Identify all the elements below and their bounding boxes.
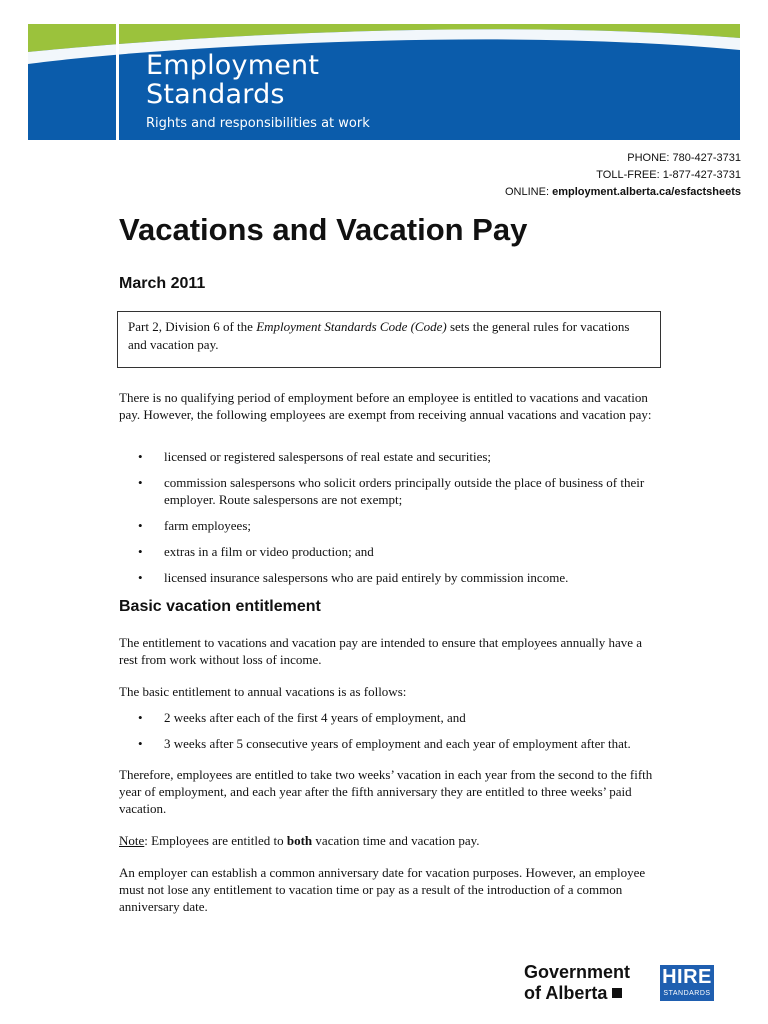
list-item-text: commission salespersons who solicit orders principally outside the place of business of their employer. Route salespersons are not exempt; [164,475,645,507]
government-of-alberta-logo [524,962,630,1004]
intro-code-title: Employment Standards Code (Code) [256,319,447,334]
list-item-text: licensed or registered salespersons of real estate and securities; [164,449,492,464]
page-title: Vacations and Vacation Pay [119,212,528,247]
basic-paragraph-1: The entitlement to vacations and vacation pay are intended to ensure that employees annually have a rest from work without loss of income. [119,635,643,667]
list-item [119,517,679,534]
banner-graphic [28,24,740,140]
bullet-icon: • [138,736,143,751]
phone-label: PHONE: [627,152,670,164]
exempt-list [119,448,679,586]
gov-logo-line1: Government [524,962,631,982]
document-date: March 2011 [119,275,206,292]
bullet-icon: • [138,449,143,464]
exempt-paragraph: There is no qualifying period of employment before an employee is entitled to vacations and vacation pay. However, the following employees are exempt from receiving annual vacations and vacation pay: [119,390,652,422]
intro-text-before: Part 2, Division 6 of the [128,319,257,334]
tollfree-value: 1-877-427-3731 [662,169,741,181]
note-text-after: vacation time and vacation pay. [312,833,480,848]
contact-info [505,150,741,201]
banner-title-line2: Standards [146,79,285,110]
list-item-text: farm employees; [164,518,251,533]
bullet-icon: • [138,475,143,490]
hire-standards-logo [660,965,714,1001]
banner-subtitle: Rights and responsibilities at work [146,116,370,131]
list-item-text: licensed insurance salespersons who are paid entirely by commission income. [164,570,569,585]
note-label: Note [119,833,145,848]
bullet-icon: • [138,544,143,559]
section-heading-basic-entitlement: Basic vacation entitlement [119,598,321,615]
online-label: ONLINE: [505,186,550,198]
hire-logo-main: HIRE [662,966,712,988]
gov-logo-line2: of Alberta [524,983,608,1003]
list-item-text: 2 weeks after each of the first 4 years of employment, and [164,710,466,725]
list-item [119,709,679,726]
hire-logo-sub: STANDARDS [663,990,711,997]
square-icon [612,988,622,998]
note-bold-word: both [286,833,313,848]
list-item [119,448,679,465]
basic-paragraph-2: The basic entitlement to annual vacations is as follows: [119,684,407,699]
note-text-before: : Employees are entitled to [144,833,287,848]
entitlement-list [119,709,679,752]
list-item [119,474,679,508]
header-banner [28,24,740,140]
bullet-icon: • [138,570,143,585]
banner-title-line1: Employment [146,50,320,81]
list-item [119,735,679,752]
list-item [119,569,679,586]
list-item-text: 3 weeks after 5 consecutive years of employment and each year of employment after that. [164,736,631,751]
list-item [119,543,679,560]
intro-box [117,311,661,368]
list-item-text: extras in a film or video production; and [164,544,374,559]
bullet-icon: • [138,518,143,533]
gov-logo-line2-wrap [524,983,630,1004]
online-link[interactable]: employment.alberta.ca/esfactsheets [552,186,741,198]
banner-title [146,51,319,109]
contact-phone [505,150,741,167]
basic-paragraph-5: An employer can establish a common anniversary date for vacation purposes. However, an employee must not lose any entitlement to vacation time or pay as a result of the introduction of a common anniversary date. [119,865,646,914]
intro-text-after: sets the general rules for vacations and vacation pay. [128,319,630,352]
note-paragraph [119,832,664,849]
basic-paragraph-3: Therefore, employees are entitled to take two weeks’ vacation in each year from the second to the fifth year of employment, and each year after the fifth anniversary they are entitled to three weeks’ paid vacation. [119,767,653,816]
bullet-icon: • [138,710,143,725]
phone-value: 780-427-3731 [672,152,741,164]
tollfree-label: TOLL-FREE: [596,169,660,181]
contact-tollfree [505,167,741,184]
contact-online [505,184,741,201]
